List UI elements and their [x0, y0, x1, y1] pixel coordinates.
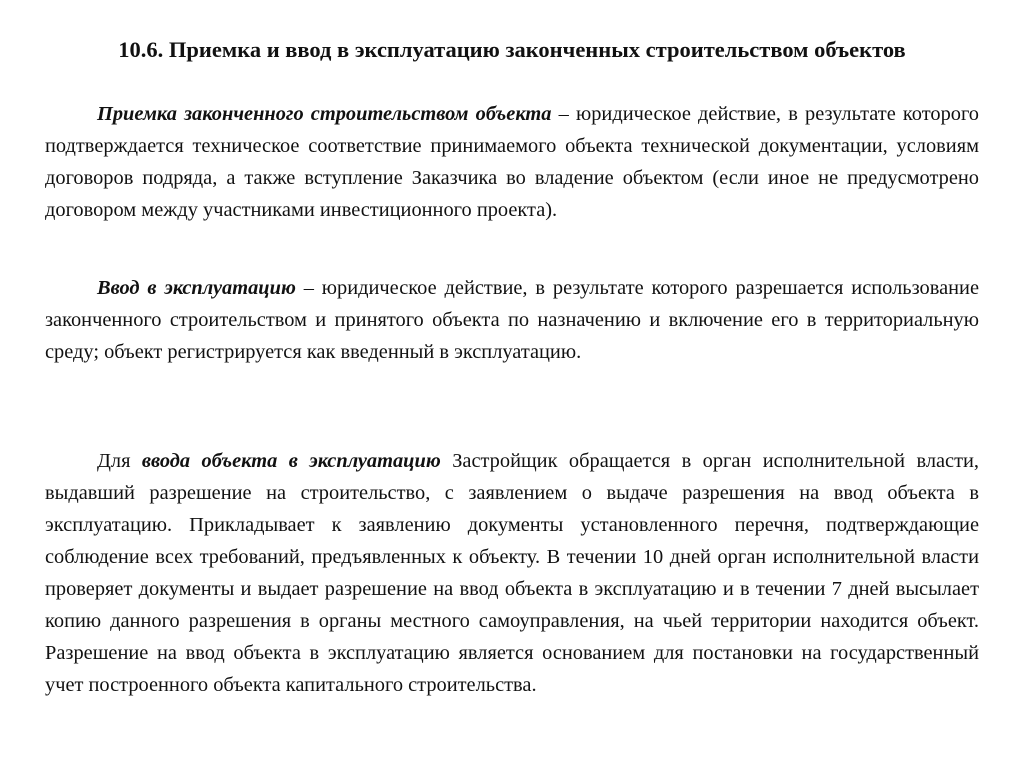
paragraph-text: Застройщик обращается в орган исполнительной власти, выдавший разрешение на строительство, с заявлением о выдаче разрешения на ввод объекта в эксплуатацию. Прикладывает к заявлению документы установленного перечня, подтверждающие соблюдение всех требований, предъявленных к объекту. В течении 10 дней орган исполнительной власти проверяет документы и выдает разрешение на ввод объекта в эксплуатацию и в течении 7 дней высылает копию данного разрешения в органы местного самоуправления, на чьей территории находится объект. Разрешение на ввод объекта в эксплуатацию является основанием для постановки на государственный учет построенного объекта капитального строительства. [45, 450, 980, 696]
paragraph-acceptance-definition [45, 98, 979, 226]
document-page [45, 0, 979, 767]
defined-term-commissioning: Ввод в эксплуатацию [97, 277, 296, 299]
paragraph-text: – юридическое действие, в результате которого подтверждается техническое соответствие принимаемого объекта технической документации, условиям договоров подряда, а также вступление Заказчика во владение объектом (если иное не предусмотрено договором между участниками инвестиционного проекта). [45, 103, 980, 221]
page-title: 10.6. Приемка и ввод в эксплуатацию законченных строительством объектов [118, 37, 906, 62]
paragraph-prefix: Для [97, 450, 142, 472]
defined-term-acceptance: Приемка законченного строительством объекта [97, 103, 552, 125]
paragraph-commissioning-definition [45, 272, 979, 368]
paragraph-commissioning-procedure [45, 445, 979, 701]
paragraph-text: – юридическое действие, в результате которого разрешается использование законченного строительством и принятого объекта по назначению и включение его в территориальную среду; объект регистрируется как введенный в эксплуатацию. [45, 277, 979, 363]
defined-term-object-commissioning: ввода объекта в эксплуатацию [141, 450, 441, 472]
